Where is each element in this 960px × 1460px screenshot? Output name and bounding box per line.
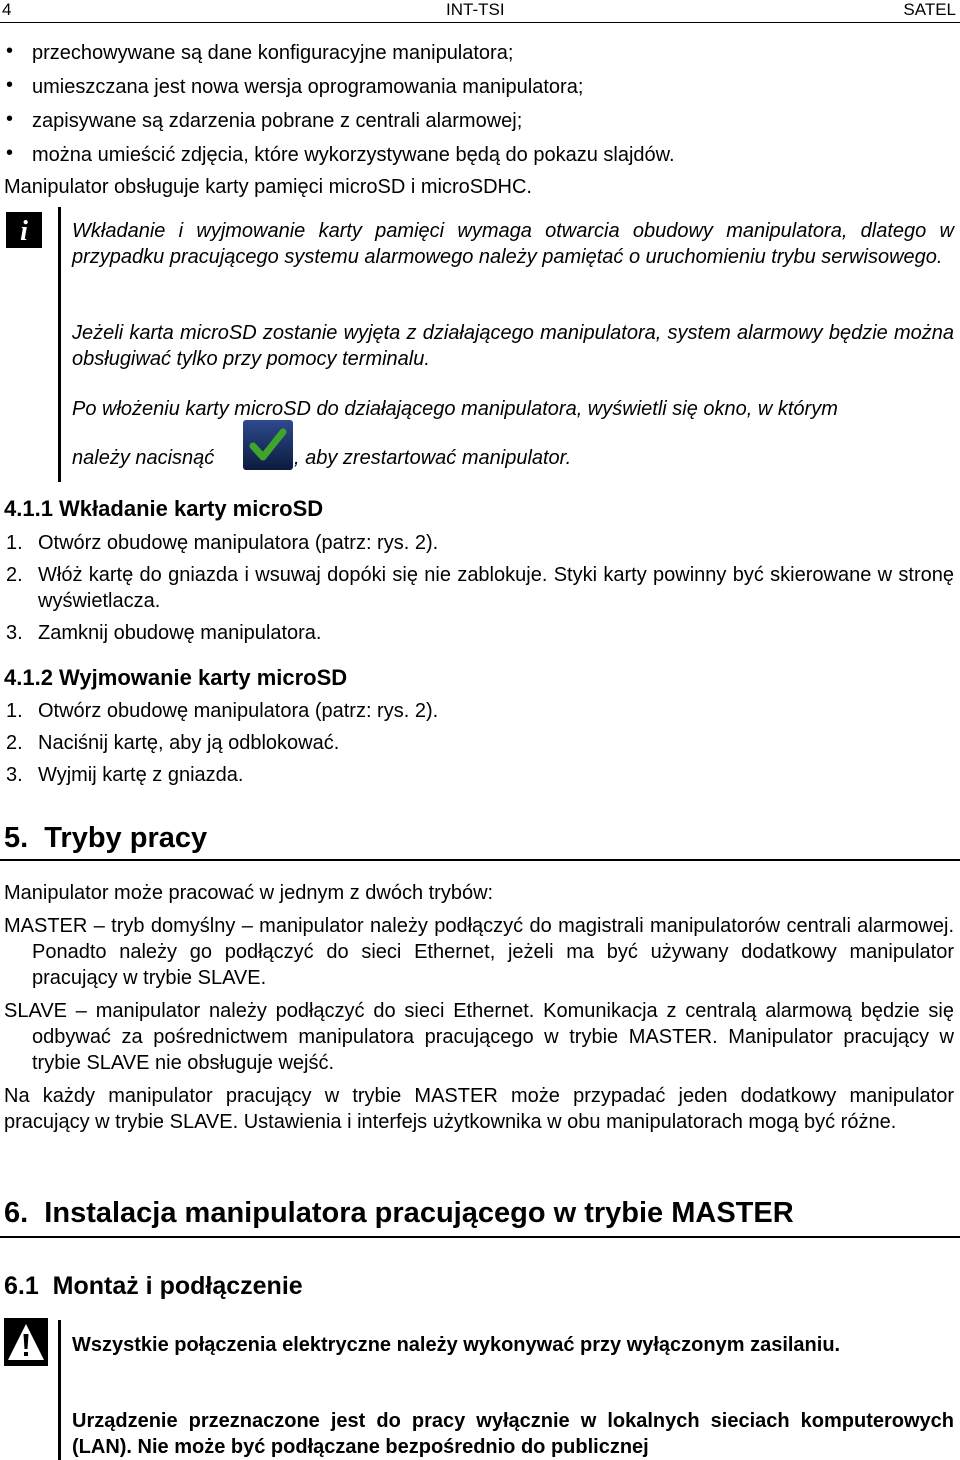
info-note-p2: Jeżeli karta microSD zostanie wyjęta z działającego manipulatora, system alarmowy będzie można obsługiwać tylko przy pomocy terminalu. xyxy=(72,322,954,370)
step-text: Włóż kartę do gniazda i wsuwaj dopóki się nie zablokuje. Styki karty powinny być skierowane w stronę wyświetlacza. xyxy=(38,564,954,612)
step-number: 1. xyxy=(6,700,23,722)
document-title: INT-TSI xyxy=(446,0,505,19)
section-rule xyxy=(0,1236,960,1238)
support-line: Manipulator obsługuje karty pamięci microSD i microSDHC. xyxy=(4,176,532,198)
step-text: Wyjmij kartę z gniazda. xyxy=(38,764,244,786)
section-5-title: 5. Tryby pracy xyxy=(4,822,208,854)
info-icon xyxy=(6,212,42,248)
note-bar xyxy=(58,207,61,482)
svg-text:i: i xyxy=(20,216,28,247)
bullet-dot: • xyxy=(6,108,14,130)
list-item: umieszczana jest nowa wersja oprogramowania manipulatora; xyxy=(32,76,584,98)
step-text: Zamknij obudowę manipulatora. xyxy=(38,622,322,644)
step-number: 3. xyxy=(6,764,23,786)
page-header xyxy=(0,0,960,23)
step-text: Otwórz obudowę manipulatora (patrz: rys. 2). xyxy=(38,532,439,554)
warning-bar xyxy=(58,1320,61,1460)
section-5-paragraph: Na każdy manipulator pracujący w trybie MASTER może przypadać jeden dodatkowy manipulator pracujący w trybie SLAVE. Ustawienia i interfejs użytkownika w obu manipulatorach mogą być różne. xyxy=(4,1085,954,1133)
section-4-1-2-title: 4.1.2 Wyjmowanie karty microSD xyxy=(4,665,348,690)
warning-text-2: Urządzenie przeznaczone jest do pracy wyłącznie w lokalnych sieciach komputerowych (LAN). Nie może być podłączane bezpośrednio do publicznej xyxy=(72,1410,954,1458)
slave-mode-description: SLAVE – manipulator należy podłączyć do sieci Ethernet. Komunikacja z centralą alarmową będzie się odbywać za pośrednictwem manipulatora pracującego w trybie MASTER. Manipulator pracujący w trybie SLAVE nie obsługuje wejść. xyxy=(4,1000,954,1074)
section-4-1-1-title: 4.1.1 Wkładanie karty microSD xyxy=(4,496,324,521)
step-number: 1. xyxy=(6,532,23,554)
info-note-p3-line1: Po włożeniu karty microSD do działającego manipulatora, wyświetli się okno, w którym xyxy=(72,398,838,420)
section-5-intro: Manipulator może pracować w jednym z dwóch trybów: xyxy=(4,882,494,904)
brand-name: SATEL xyxy=(903,0,956,19)
section-rule xyxy=(0,859,960,861)
page-number: 4 xyxy=(2,0,12,19)
section-6-1-title: 6.1 Montaż i podłączenie xyxy=(4,1272,303,1300)
step-number: 2. xyxy=(6,564,23,586)
list-item: zapisywane są zdarzenia pobrane z centrali alarmowej; xyxy=(32,110,523,132)
list-item: można umieścić zdjęcia, które wykorzystywane będą do pokazu slajdów. xyxy=(32,144,675,166)
step-number: 2. xyxy=(6,732,23,754)
info-note-p3-pre: należy nacisnąć xyxy=(72,447,215,469)
warning-icon xyxy=(4,1318,48,1366)
info-note-p3-post: , aby zrestartować manipulator. xyxy=(294,447,572,469)
bullet-dot: • xyxy=(6,40,14,62)
section-6-title: 6. Instalacja manipulatora pracującego w trybie MASTER xyxy=(4,1197,794,1229)
warning-text-1: Wszystkie połączenia elektryczne należy wykonywać przy wyłączonym zasilaniu. xyxy=(72,1334,841,1356)
step-number: 3. xyxy=(6,622,23,644)
bullet-dot: • xyxy=(6,74,14,96)
info-note-p1: Wkładanie i wyjmowanie karty pamięci wymaga otwarcia obudowy manipulatora, dlatego w przypadku pracującego systemu alarmowego należy pamiętać o uruchomieniu trybu serwisowego. xyxy=(72,220,954,268)
list-item: przechowywane są dane konfiguracyjne manipulatora; xyxy=(32,42,514,64)
master-mode-description: MASTER – tryb domyślny – manipulator należy podłączyć do magistrali manipulatorów centrali alarmowej. Ponadto należy go podłączyć do sieci Ethernet, jeżeli ma być używany dodatkowy manipulator pracujący w trybie SLAVE. xyxy=(4,915,954,989)
bullet-dot: • xyxy=(6,142,14,164)
step-text: Otwórz obudowę manipulatora (patrz: rys. 2). xyxy=(38,700,439,722)
step-text: Naciśnij kartę, aby ją odblokować. xyxy=(38,732,340,754)
checkmark-icon xyxy=(243,420,293,470)
